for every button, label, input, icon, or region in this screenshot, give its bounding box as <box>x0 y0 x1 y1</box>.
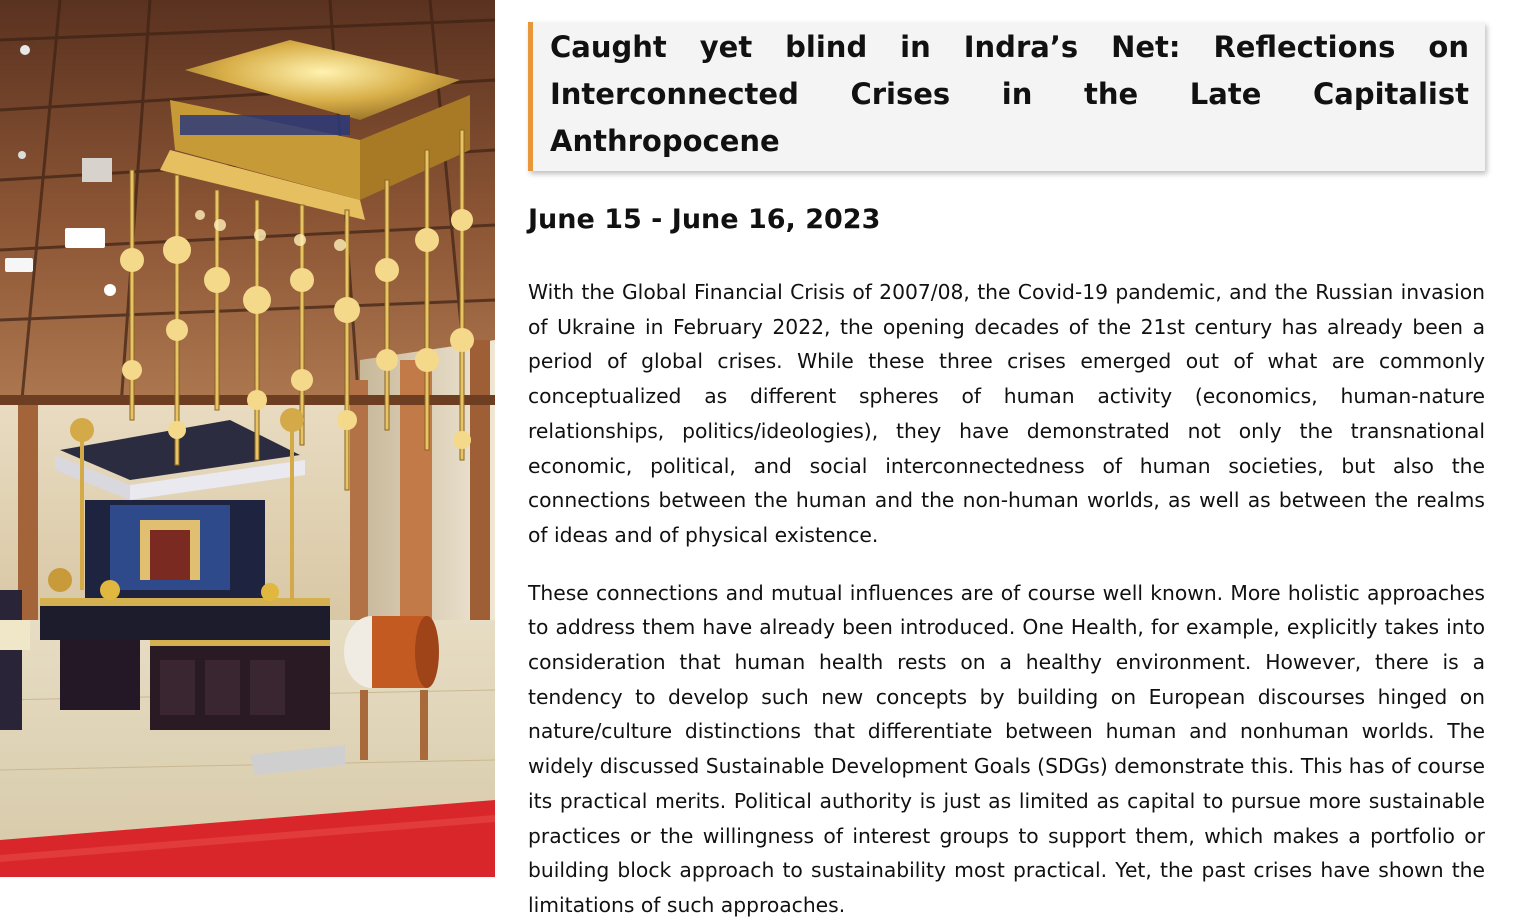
title-box <box>528 22 1485 171</box>
event-date: June 15 - June 16, 2023 <box>528 204 881 235</box>
event-title: Caught yet blind in Indra’s Net: Reflections on Interconnected Crises in the Late Capitalist Anthropocene <box>550 30 1469 158</box>
paragraph-second: These connections and mutual influences are of course well known. More holistic approaches to address them have already been introduced. One Health, for example, explicitly takes into consideration that human health rests on a healthy environment. However, there is a tendency to develop such new concepts by building on European discourses hinged on nature/culture distinctions that differentiate between human and nonhuman worlds. The widely discussed Sustainable Development Goals (SDGs) demonstrate this. This has of course its practical merits. Political authority is just as limited as capital to pursue more sustainable practices or the willingness of interest groups to support them, which makes a portfolio or building block approach to sustainability most practical. Yet, the past crises have shown the limitations of such approaches. <box>528 580 1485 917</box>
temple-interior-photo <box>0 0 495 877</box>
event-content <box>528 22 1485 923</box>
paragraph-intro: With the Global Financial Crisis of 2007/08, the Covid-19 pandemic, and the Russian invasion of Ukraine in February 2022, the opening decades of the 21st century has already been a period of global crises. While these three crises emerged out of what are commonly conceptualized as different spheres of human activity (economics, human-nature relationships, politics/ideologies), they have demonstrated not only the transnational economic, political, and social interconnectedness of human societies, but also the connections between the human and the non-human worlds, as well as between the realms of ideas and of physical existence. <box>528 280 1485 547</box>
